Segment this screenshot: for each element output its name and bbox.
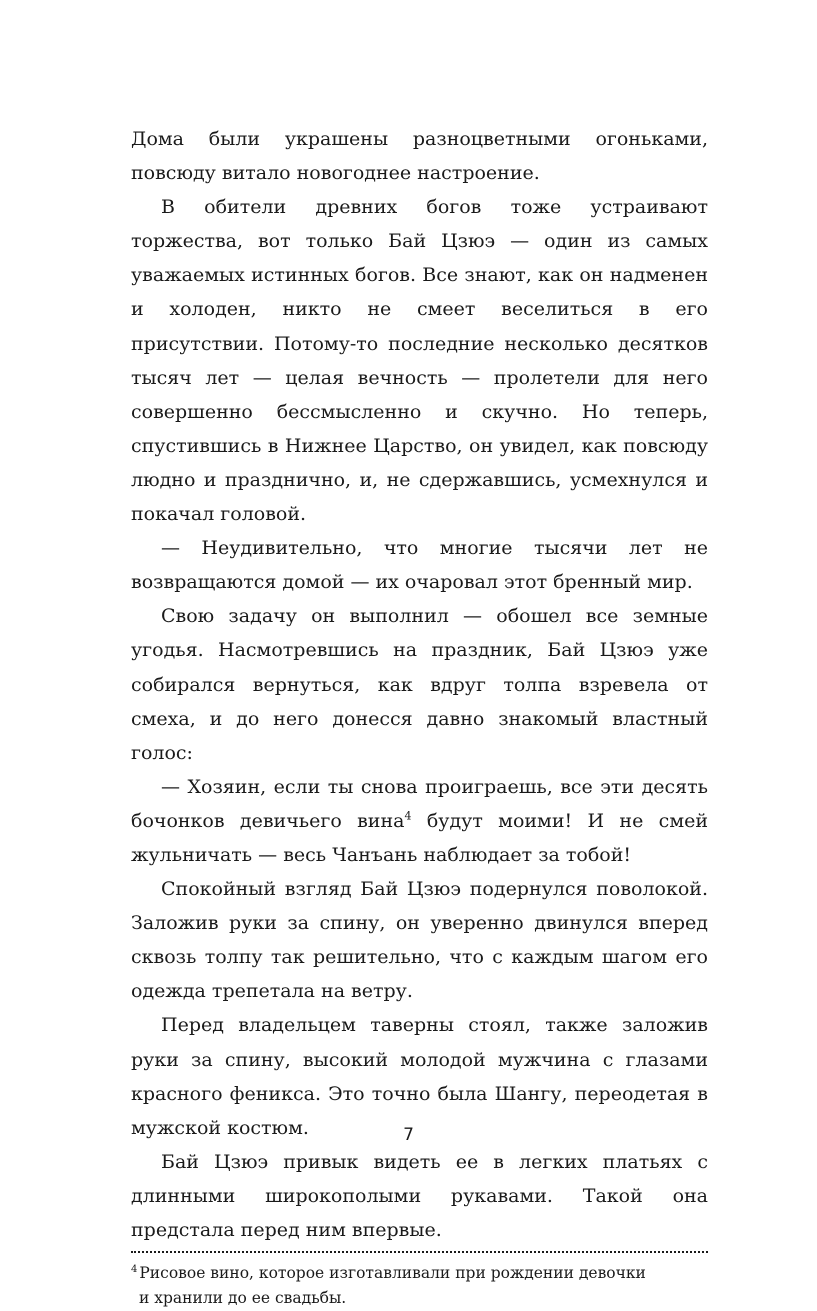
paragraph-5-after: будут моими! И не смей жульничать — весь Чанъань наблюдает за тобой! bbox=[131, 809, 708, 866]
paragraph-5-before: — Хозяин, если ты снова проиграешь, все эти десять бочонков девичьего вина bbox=[131, 775, 708, 832]
paragraph-2: В обители древних богов тоже устраивают торжества, вот только Бай Цзюэ — один из самых уважаемых истинных богов. Все знают, как он надменен и холоден, никто не смеет веселиться в его присутствии. Потому-то последние несколько десятков тысяч лет — целая вечность — пролетели для него совершенно бессмысленно и скучно. Но теперь, спустившись в Нижнее Царство, он увидел, как повсюду людно и празднично, и, не сдержавшись, усмехнулся и покачал головой. bbox=[131, 196, 708, 526]
footnote-text-line2: и хранили до ее свадьбы. bbox=[139, 1289, 347, 1308]
footnote-reference[interactable]: 4 bbox=[404, 809, 412, 823]
paragraph-3: — Неудивительно, что многие тысячи лет не возвращаются домой — их очаровал этот бренный мир. bbox=[131, 537, 708, 594]
page-number: 7 bbox=[403, 1125, 414, 1145]
paragraph-8: Бай Цзюэ привык видеть ее в легких платьях с длинными широкополыми рукавами. Такой она предстала перед ним впервые. bbox=[131, 1150, 708, 1241]
footnote-mark: 4 bbox=[131, 1263, 138, 1275]
footnote-separator bbox=[131, 1251, 708, 1253]
paragraph-6: Спокойный взгляд Бай Цзюэ подернулся поволокой. Заложив руки за спину, он уверенно двинулся вперед сквозь толпу так решительно, что с каждым шагом его одежда трепетала на ветру. bbox=[131, 878, 708, 1003]
paragraph-7: Перед владельцем таверны стоял, также заложив руки за спину, высокий молодой мужчина с глазами красного феникса. Это точно была Шангу, переодетая в мужской костюм. bbox=[131, 1014, 708, 1139]
footnote bbox=[131, 1261, 708, 1311]
paragraph-1: Дома были украшены разноцветными огоньками, повсюду витало новогоднее настроение. bbox=[131, 128, 708, 185]
paragraph-5 bbox=[131, 770, 708, 872]
footnote-text-line1: Рисовое вино, которое изготавливали при рождении девочки bbox=[139, 1264, 646, 1283]
paragraph-4: Свою задачу он выполнил — обошел все земные угодья. Насмотревшись на праздник, Бай Цзюэ уже собирался вернуться, как вдруг толпа взревела от смеха, и до него донесся давно знакомый властный голос: bbox=[131, 605, 708, 764]
